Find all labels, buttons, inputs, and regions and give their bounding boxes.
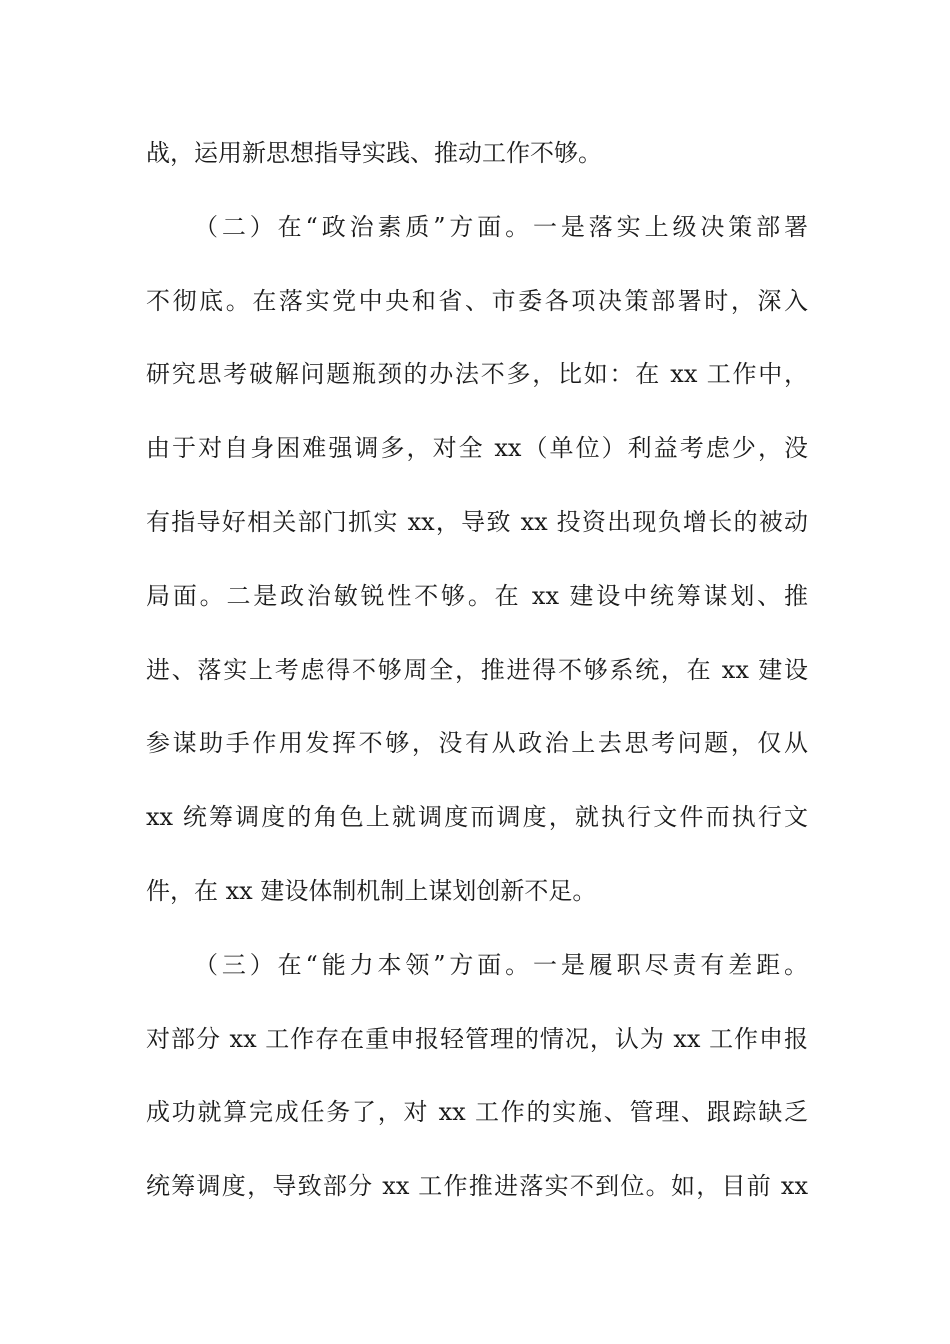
text-line-14: 成功就算完成任务了，对 xx 工作的实施、管理、跟踪缺乏 — [146, 1098, 808, 1127]
text-line-13: 对部分 xx 工作存在重申报轻管理的情况，认为 xx 工作申报 — [146, 1024, 808, 1053]
text-line-12: （三）在“能力本领”方面。一是履职尽责有差距。 — [194, 950, 808, 979]
document-body — [146, 129, 808, 1236]
text-line-1: 战，运用新思想指导实践、推动工作不够。 — [146, 139, 602, 167]
text-line-7: 局面。二是政治敏锐性不够。在 xx 建设中统筹谋划、推 — [146, 581, 808, 610]
text-line-3: 不彻底。在落实党中央和省、市委各项决策部署时，深入 — [146, 286, 808, 315]
text-line-2: （二）在“政治素质”方面。一是落实上级决策部署 — [194, 212, 808, 241]
text-line-10: xx 统筹调度的角色上就调度而调度，就执行文件而执行文 — [146, 803, 808, 832]
text-line-4: 研究思考破解问题瓶颈的办法不多，比如：在 xx 工作中， — [146, 360, 808, 389]
text-line-9: 参谋助手作用发挥不够，没有从政治上去思考问题，仅从 — [146, 729, 808, 758]
text-line-5: 由于对自身困难强调多，对全 xx（单位）利益考虑少，没 — [146, 434, 808, 463]
text-line-8: 进、落实上考虑得不够周全，推进得不够系统，在 xx 建设 — [146, 655, 808, 684]
text-line-15: 统筹调度，导致部分 xx 工作推进落实不到位。如，目前 xx — [146, 1172, 808, 1201]
text-line-6: 有指导好相关部门抓实 xx，导致 xx 投资出现负增长的被动 — [146, 507, 808, 536]
text-line-11: 件，在 xx 建设体制机制上谋划创新不足。 — [146, 876, 597, 905]
